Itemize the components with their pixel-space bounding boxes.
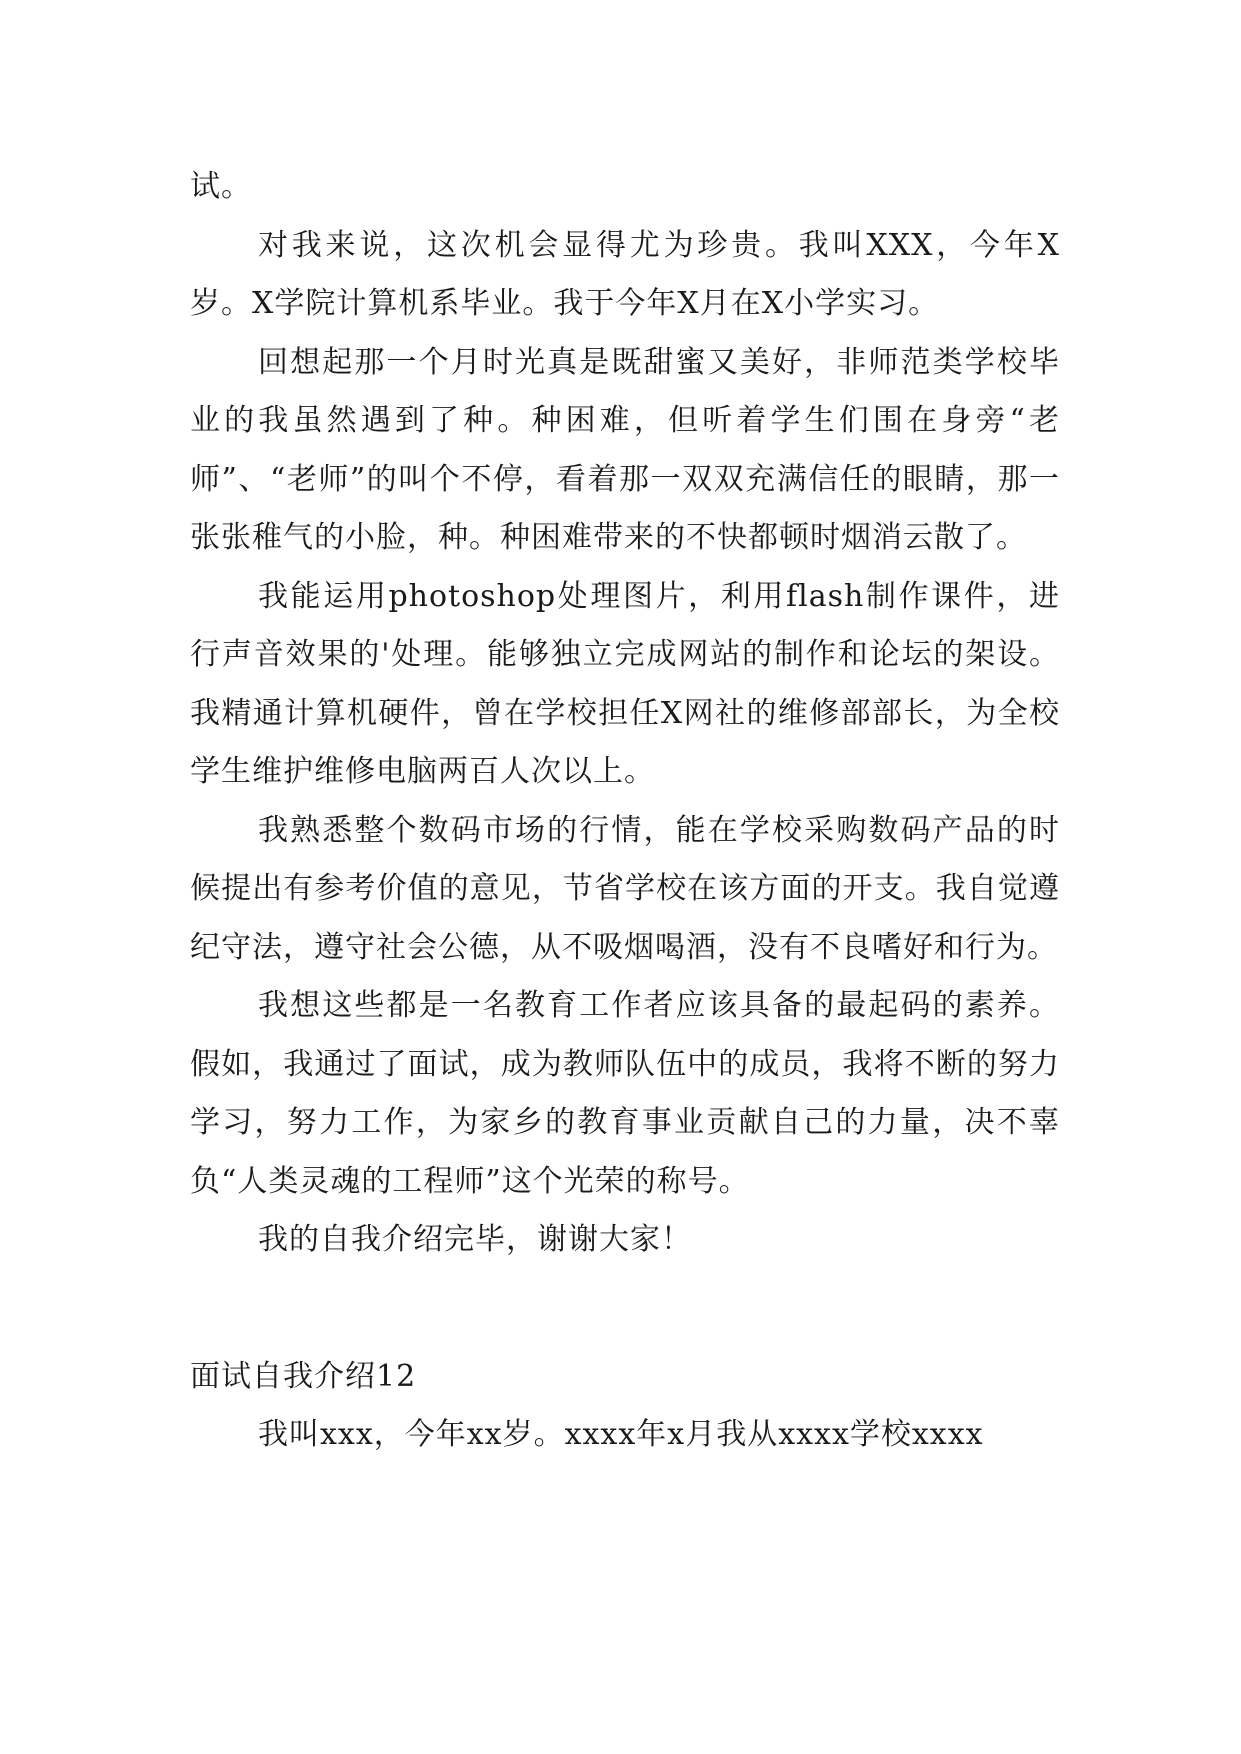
continuation-line: 试。 [190, 169, 252, 204]
paragraph: 我能运用photoshop处理图片，利用flash制作课件，进行声音效果的'处理。能够独立完成网站的制作和论坛的架设。我精通计算机硬件，曾在学校担任X网社的维修部部长，为全校学生维护维修电脑两百人次以上。 [190, 578, 1060, 789]
paragraph: 对我来说，这次机会显得尤为珍贵。我叫XXX，今年X岁。X学院计算机系毕业。我于今年X月在X小学实习。 [190, 227, 1060, 321]
document-body [190, 158, 1060, 1465]
section-title: 面试自我介绍12 [190, 1358, 417, 1394]
paragraph: 我想这些都是一名教育工作者应该具备的最起码的素养。假如，我通过了面试，成为教师队伍中的成员，我将不断的努力学习，努力工作，为家乡的教育事业贡献自己的力量，决不辜负“人类灵魂的工程师”这个光荣的称号。 [190, 988, 1060, 1199]
paragraph: 我的自我介绍完毕，谢谢大家！ [258, 1222, 692, 1257]
paragraph: 我熟悉整个数码市场的行情，能在学校采购数码产品的时候提出有参考价值的意见，节省学校在该方面的开支。我自觉遵纪守法，遵守社会公德，从不吸烟喝酒，没有不良嗜好和行为。 [190, 812, 1060, 965]
paragraph: 回想起那一个月时光真是既甜蜜又美好，非师范类学校毕业的我虽然遇到了种。种困难，但听着学生们围在身旁“老师”、“老师”的叫个不停，看着那一双双充满信任的眼睛，那一张张稚气的小脸，种。种困难带来的不快都顿时烟消云散了。 [190, 344, 1060, 555]
paragraph: 我叫xxx，今年xx岁。xxxx年x月我从xxxx学校xxxx [258, 1417, 984, 1452]
